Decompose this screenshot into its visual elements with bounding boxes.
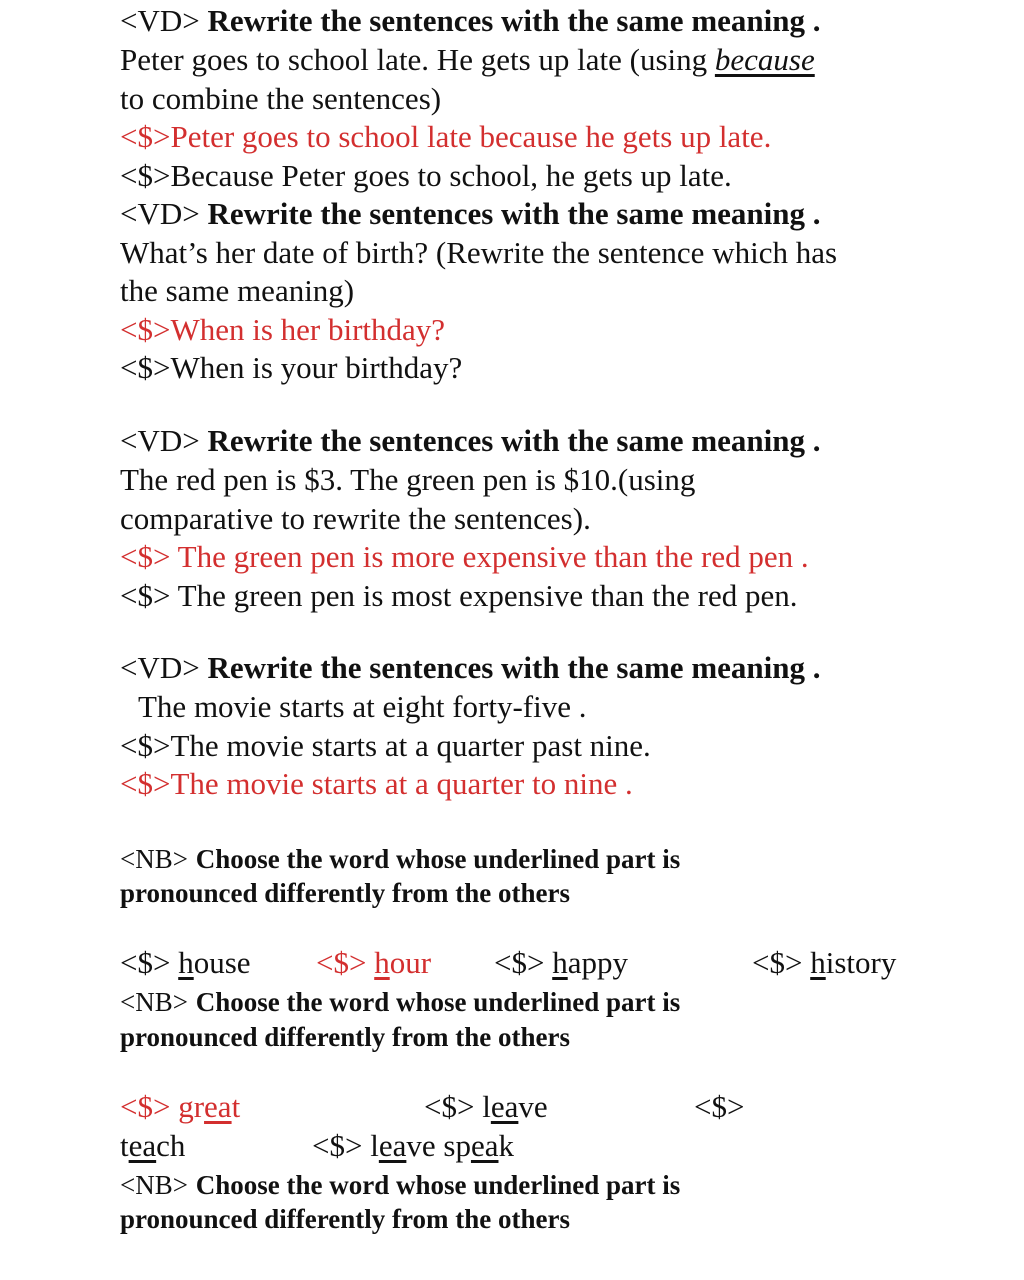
q7-instruction: <NB> Choose the word whose underlined part is <box>120 1170 681 1200</box>
q3-answer-option[interactable]: <$> The green pen is most expensive than the red pen. <box>120 578 798 613</box>
q6-option-leave[interactable]: <$> leave <box>424 1089 548 1124</box>
q3-instruction: <VD> Rewrite the sentences with the same meaning . <box>120 423 821 458</box>
q6-instruction: <NB> Choose the word whose underlined part is <box>120 987 681 1017</box>
q6-option-teach[interactable]: teach <box>120 1128 186 1163</box>
q2-prompt-cont: the same meaning) <box>120 273 355 308</box>
q4-answer-correct[interactable]: <$>The movie starts at a quarter to nine . <box>120 766 633 801</box>
q4-instruction: <VD> Rewrite the sentences with the same meaning . <box>120 650 821 685</box>
q2-answer-option[interactable]: <$>When is your birthday? <box>120 350 463 385</box>
q7-instruction-cont: pronounced differently from the others <box>120 1204 570 1234</box>
q6-instruction-cont: pronounced differently from the others <box>120 1022 570 1052</box>
q2-instruction: <VD> Rewrite the sentences with the same meaning . <box>120 196 821 231</box>
q5-instruction-cont: pronounced differently from the others <box>120 878 570 908</box>
q5-option-history[interactable]: <$> history <box>752 945 897 980</box>
q4-answer-option[interactable]: <$>The movie starts at a quarter past nine. <box>120 728 651 763</box>
q2-prompt: What’s her date of birth? (Rewrite the sentence which has <box>120 235 838 270</box>
q2-answer-correct[interactable]: <$>When is her birthday? <box>120 312 446 347</box>
q5-option-hour[interactable]: <$> hour <box>316 945 432 980</box>
q5-option-happy[interactable]: <$> happy <box>494 945 628 980</box>
q1-instruction: <VD> Rewrite the sentences with the same meaning . <box>120 3 821 38</box>
q6-option-leave-speak[interactable]: <$> leave speak <box>312 1128 514 1163</box>
q3-prompt-cont: comparative to rewrite the sentences). <box>120 501 591 536</box>
q1-prompt-cont: to combine the sentences) <box>120 81 442 116</box>
q5-instruction: <NB> Choose the word whose underlined part is <box>120 844 681 874</box>
q3-prompt: The red pen is $3. The green pen is $10.(using <box>120 462 696 497</box>
q1-answer-option[interactable]: <$>Because Peter goes to school, he gets up late. <box>120 158 732 193</box>
q6-option-great[interactable]: <$> great <box>120 1089 241 1124</box>
q4-prompt: The movie starts at eight forty-five . <box>138 689 587 724</box>
q3-answer-correct[interactable]: <$> The green pen is more expensive than the red pen . <box>120 539 809 574</box>
q6-option-marker[interactable]: <$> <box>694 1089 745 1124</box>
q1-prompt: Peter goes to school late. He gets up late (using because <box>120 42 815 77</box>
q1-answer-correct[interactable]: <$>Peter goes to school late because he gets up late. <box>120 119 772 154</box>
q1-keyword: because <box>714 42 815 77</box>
q5-option-house[interactable]: <$> house <box>120 945 251 980</box>
